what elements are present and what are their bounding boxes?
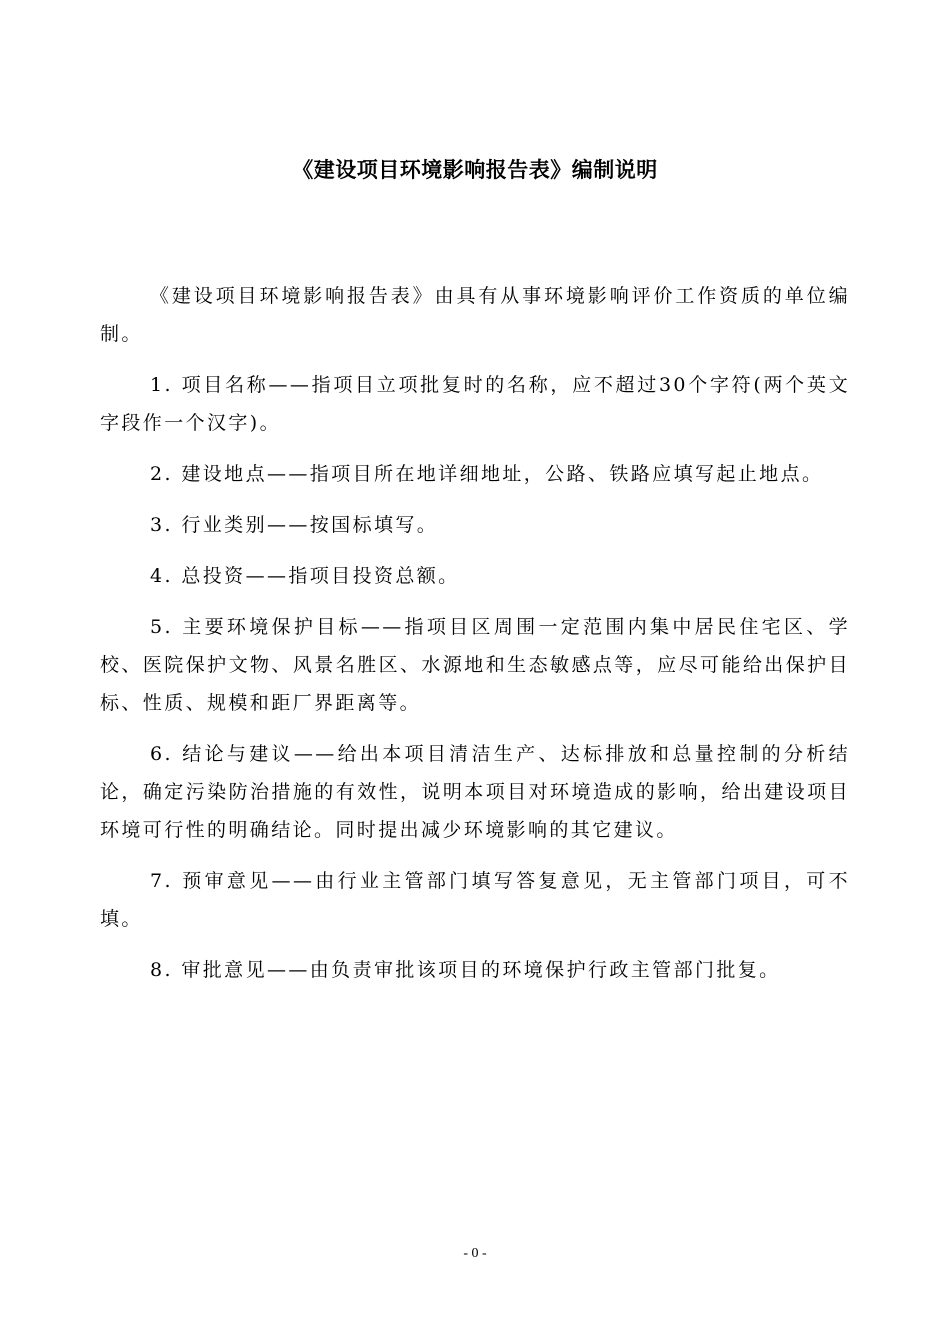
item-construction-site: 2. 建设地点——指项目所在地详细地址，公路、铁路应填写起止地点。 (150, 463, 824, 485)
item-conclusions: 6. 结论与建议——给出本项目清洁生产、达标排放和总量控制的分析结论，确定污染防治措施的有效性，说明本项目对环境造成的影响，给出建设项目环境可行性的明确结论。同时提出减少环境影响的其它建议。 (100, 743, 850, 841)
item-approval-opinion: 8. 审批意见——由负责审批该项目的环境保护行政主管部门批复。 (150, 959, 781, 981)
document-body (100, 277, 850, 1002)
item-protection-targets: 5. 主要环境保护目标——指项目区周围一定范围内集中居民住宅区、学校、医院保护文物、风景名胜区、水源地和生态敏感点等，应尽可能给出保护目标、性质、规模和距厂界距离等。 (100, 616, 850, 714)
item-preliminary-review: 7. 预审意见——由行业主管部门填写答复意见，无主管部门项目，可不填。 (100, 870, 850, 930)
intro-paragraph: 《建设项目环境影响报告表》由具有从事环境影响评价工作资质的单位编制。 (100, 285, 850, 345)
item-project-name: 1. 项目名称——指项目立项批复时的名称，应不超过30个字符(两个英文字段作一个汉字)。 (100, 374, 850, 434)
page-number: - 0 - (463, 1246, 487, 1261)
document-title: 《建设项目环境影响报告表》编制说明 (292, 158, 658, 182)
item-total-investment: 4. 总投资——指项目投资总额。 (150, 565, 460, 587)
item-industry-category: 3. 行业类别——按国标填写。 (150, 514, 439, 536)
